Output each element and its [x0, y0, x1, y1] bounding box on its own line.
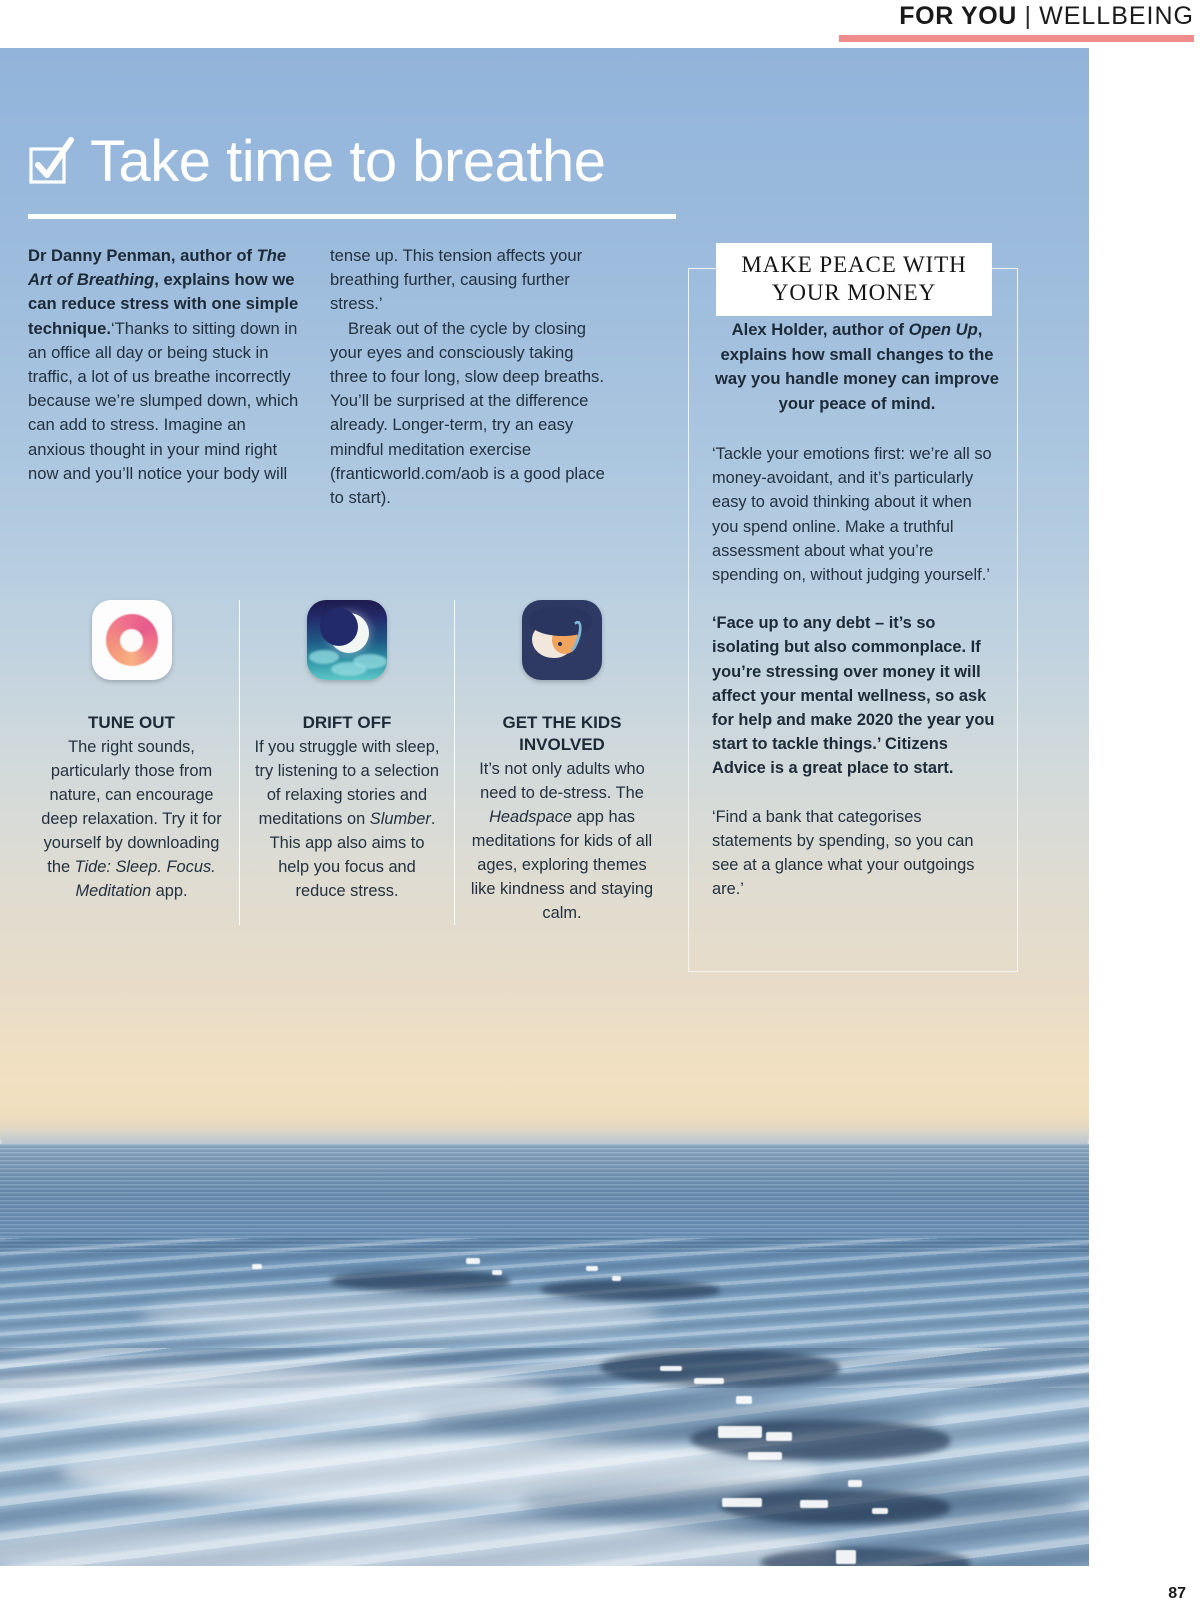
sun-glint [718, 1426, 762, 1438]
card-title: GET THE KIDS INVOLVED [502, 713, 622, 754]
section-kicker [839, 2, 1194, 42]
cloud-shape [309, 650, 339, 664]
kicker-separator: | [1016, 2, 1040, 30]
sidebar-standfirst-tail: , explains how small changes to the way you handle money can improve your peace of mind. [714, 320, 1000, 413]
sidebar-book-title: Open Up [908, 320, 978, 339]
sidebar-standfirst-lead: Alex Holder, author of [731, 320, 909, 339]
character-hair [528, 606, 592, 636]
sun-glint [252, 1264, 262, 1269]
app-card-tune-out [24, 600, 239, 925]
sidebar-heading: MAKE PEACE WITH YOUR MONEY [716, 243, 992, 316]
kicker-text [839, 2, 1194, 31]
tide-ring-hole [120, 629, 143, 652]
card-body-tail: app has meditations for kids of all ages, exploring themes like kindness and staying calm. [470, 808, 654, 922]
standfirst-book-title: The Art of Breathing [28, 246, 287, 290]
column2-paragraph-1: tense up. This tension affects your breathing further, causing further stress.’ [330, 246, 583, 314]
column2-paragraph-2: Break out of the cycle by closing your eyes and consciously taking three to four long, slow deep breaths. You’ll be surprised at the difference already. Longer-term, try an easy mindful meditation exercise (franticworld.com/aob is a good place to start). [330, 318, 605, 508]
card-body-lead: If you struggle with sleep, try listening to a selection of relaxing stories and meditations on [254, 738, 440, 828]
card-app-name: Tide: Sleep. Focus. Meditation [74, 858, 216, 900]
card-body [36, 735, 227, 903]
sun-glint [872, 1508, 888, 1514]
article-title-row [28, 129, 606, 194]
kicker-light: WELLBEING [1039, 2, 1194, 30]
sun-glint [836, 1550, 856, 1564]
title-underline [28, 214, 676, 219]
sun-glint [466, 1258, 480, 1264]
app-card-get-the-kids-involved [454, 600, 669, 925]
page-number: 87 [1168, 1585, 1186, 1602]
tide-ring-shape [106, 614, 158, 666]
sun-glint [800, 1500, 828, 1508]
app-cards-row [24, 600, 669, 925]
card-body-lead: It’s not only adults who need to de-stress. The [479, 760, 645, 802]
checkbox-ticked-icon [28, 136, 74, 188]
card-body-tail: . This app also aims to help you focus and reduce stress. [269, 810, 436, 900]
sun-glint [586, 1266, 598, 1271]
card-app-name: Headspace [489, 808, 573, 826]
standfirst-tail: , explains how we can reduce stress with one simple technique. [28, 270, 299, 338]
card-body [252, 735, 442, 903]
card-app-name: Slumber [369, 810, 431, 828]
sun-glint [694, 1378, 724, 1384]
sun-glint [748, 1452, 782, 1460]
sidebar-paragraph-3: ‘Find a bank that categorises statements by spending, so you can see at a glance what your outgoings are.’ [712, 807, 975, 899]
sun-glint [660, 1366, 682, 1371]
sun-glint [766, 1432, 792, 1441]
card-body-lead: The right sounds, particularly those from nature, can encourage deep relaxation. Try it for yourself by downloading the [41, 738, 222, 876]
sun-glint [492, 1270, 502, 1275]
kicker-bold: FOR YOU [899, 2, 1017, 30]
app-icon-slot [36, 600, 227, 694]
card-body-tail: app. [151, 882, 188, 900]
wave-crest [140, 1294, 660, 1338]
tide-app-icon [92, 600, 172, 680]
article-column-1 [28, 244, 300, 486]
standfirst-lead: Dr Danny Penman, author of [28, 246, 257, 265]
sidebar-content [712, 318, 1002, 925]
moon-cutout [320, 608, 358, 646]
card-title: DRIFT OFF [302, 713, 392, 732]
kicker-rule [839, 35, 1194, 42]
character-eye [558, 642, 562, 646]
standfirst-paragraph [28, 244, 300, 486]
column1-body: ‘Thanks to sitting down in an office all day or being stuck in traffic, a lot of us breathe incorrectly because we’re slumped down, which can add to stress. Imagine an anxious thought in your mind right now and you’ll notice your body will [28, 318, 299, 483]
horizon-haze [0, 1008, 1089, 1140]
card-title: TUNE OUT [88, 713, 175, 732]
app-card-drift-off [239, 600, 454, 925]
sun-glint [736, 1396, 752, 1404]
app-icon-slot [467, 600, 657, 694]
headspace-kids-app-icon [522, 600, 602, 680]
cloud-shape [331, 662, 367, 676]
card-body [467, 757, 657, 925]
sidebar-standfirst [712, 318, 1002, 416]
sun-glint [612, 1276, 621, 1281]
app-icon-slot [252, 600, 442, 694]
slumber-moon-app-icon [307, 600, 387, 680]
sidebar-paragraph-1: ‘Tackle your emotions first: we’re all so money-avoidant, and it’s particularly easy to avoid thinking about it when you spend online. Make a truthful assessment about what you’re spending on, without judging yourself.’ [712, 445, 992, 585]
article-column-2 [330, 244, 615, 510]
page-title: Take time to breathe [90, 129, 606, 194]
sidebar-paragraph-2: ‘Face up to any debt – it’s so isolating but also commonplace. If you’re stressing over money it will affect your mental wellness, so ask for help and make 2020 the year you start to tackle things.’ Citizens Advice is a great place to start. [712, 614, 995, 778]
sun-glint [848, 1480, 862, 1487]
sun-glint [722, 1498, 762, 1507]
